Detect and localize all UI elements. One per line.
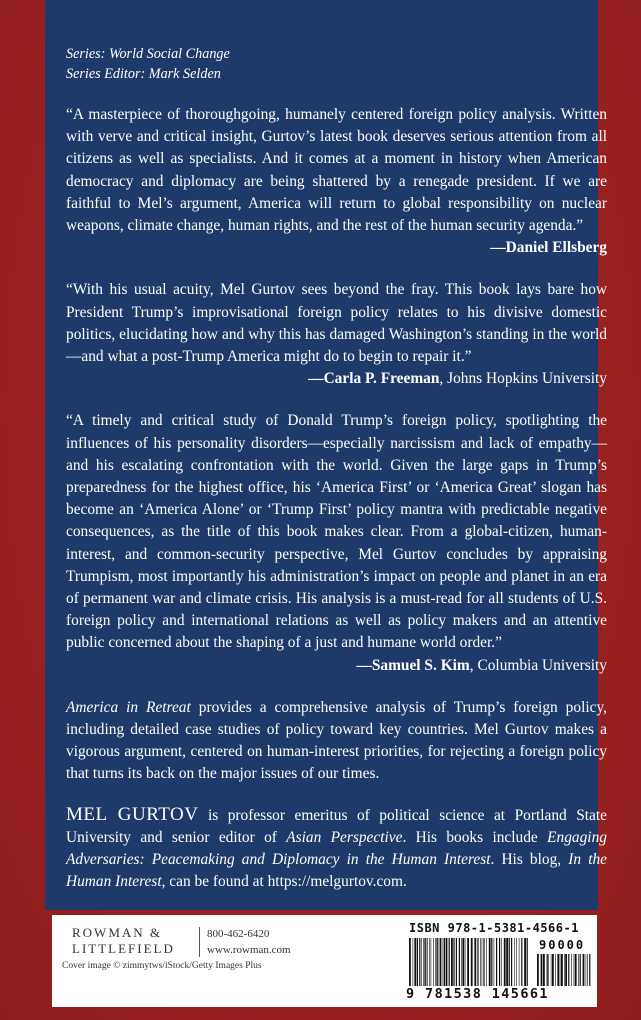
barcode-bar: [552, 954, 554, 986]
quote-author: —Daniel Ellsberg: [490, 239, 607, 257]
book-reference: Engaging Adversaries: Peacemaking and Diplomacy in the Human Interest: [66, 828, 607, 869]
barcode-bar: [451, 938, 453, 986]
barcode-bar: [423, 938, 424, 986]
barcode-bar: [521, 938, 522, 986]
barcode-bar: [575, 954, 577, 986]
isbn-label: ISBN 978-1-5381-4566-1: [409, 921, 579, 935]
series-info: [66, 44, 607, 84]
barcode-bar: [565, 954, 567, 986]
barcode-bar: [574, 954, 575, 986]
barcode-bar: [589, 954, 590, 986]
barcode-bar: [511, 938, 512, 986]
barcode-bar: [427, 938, 428, 986]
description-text: provides a comprehensive analysis of Trump’s foreign policy, including detailed case studies of policy toward key countries. Mel Gurtov makes a vigorous argument, centered on human-interest priorities, for rejecting a foreign policy that turns its back on the major issues of our times.: [66, 698, 607, 783]
barcode-bar: [489, 938, 491, 986]
barcode-bar: [461, 938, 462, 986]
endorsement-quote: [66, 410, 607, 676]
barcode-bar: [467, 938, 469, 986]
barcode-bar: [482, 938, 483, 986]
barcode-bar: [560, 954, 561, 986]
cover-text-area: [66, 44, 607, 894]
quote-attribution: [66, 655, 607, 677]
barcode-bar: [496, 938, 497, 986]
barcode-bar: [431, 938, 432, 986]
barcode-bar: [564, 954, 565, 986]
barcode-bar: [459, 938, 460, 986]
barcode-bar: [417, 938, 418, 986]
barcode-bar: [516, 938, 517, 986]
barcode-bar: [583, 954, 585, 986]
author-name: MEL GURTOV: [66, 803, 199, 825]
barcode-bar: [491, 938, 492, 986]
barcode-box: [52, 915, 597, 1007]
publisher-contact: [207, 926, 291, 958]
publisher-name-line2: LITTLEFIELD: [72, 941, 175, 956]
barcode-bar: [571, 954, 572, 986]
barcode-bar: [524, 938, 526, 986]
barcode-bar: [499, 938, 500, 986]
barcode-bar: [471, 938, 473, 986]
barcode-bar: [453, 938, 454, 986]
barcode-bar: [548, 954, 549, 986]
publisher-divider: [199, 927, 200, 957]
barcode-bar: [586, 954, 587, 986]
publisher-block: [72, 925, 317, 961]
barcode-bar: [486, 938, 487, 986]
barcode-bar: [444, 938, 445, 986]
barcode-bar: [504, 938, 506, 986]
series-name: Series: World Social Change: [66, 46, 230, 62]
barcode-bar: [557, 954, 559, 986]
journal-title: Asian Perspective: [286, 828, 403, 846]
barcode-bar: [462, 938, 464, 986]
publisher-logo: [72, 925, 202, 957]
book-title: America in Retreat: [66, 698, 191, 716]
barcode-bar: [561, 954, 563, 986]
barcode-bar: [483, 938, 484, 986]
quote-text: “A masterpiece of thoroughgoing, humanely centered foreign policy analysis. Written with verve and critical insight, Gurtov’s latest book deserves serious attention from all citizens as well as specialists. And it comes at a moment in history when American democracy and diplomacy are being shattered by a renegade president. If we are faithful to Mel’s argument, America will return to global responsibility on nuclear weapons, climate change, human rights, and the rest of the human security agenda.”: [66, 106, 607, 235]
barcode-bar: [443, 938, 444, 986]
barcode-bar: [514, 938, 515, 986]
barcode-bar: [435, 938, 436, 986]
barcode-bar: [446, 938, 448, 986]
quote-author: —Samuel S. Kim: [356, 656, 470, 674]
barcode-addon-bars: [537, 954, 591, 986]
series-editor: Series Editor: Mark Selden: [66, 66, 221, 82]
barcode-bar: [433, 938, 434, 986]
barcode-bar: [494, 938, 495, 986]
publisher-name-line1: ROWMAN &: [72, 925, 163, 940]
barcode-bar: [414, 938, 416, 986]
quote-affiliation: , Columbia University: [469, 656, 607, 674]
barcode-bar: [437, 938, 438, 986]
barcode-bar: [509, 938, 510, 986]
barcode-ean-number: 9 781538 145661: [406, 986, 549, 1002]
barcode-bar: [429, 938, 430, 986]
barcode-bar: [543, 954, 545, 986]
barcode-bars: [409, 938, 529, 986]
barcode-addon-number: 90000: [539, 938, 586, 952]
barcode-bar: [419, 938, 420, 986]
barcode-bar: [477, 938, 478, 986]
barcode-bar: [578, 954, 579, 986]
quote-author: —Carla P. Freeman: [308, 370, 440, 388]
barcode-bar: [580, 954, 581, 986]
bio-text: . His blog,: [490, 851, 569, 869]
barcode-bar: [547, 954, 548, 986]
blog-title: In the Human Interest: [66, 851, 608, 891]
barcode-bar: [449, 938, 450, 986]
cover-image-credit: Cover image © zimmytws/iStock/Getty Images Plus: [62, 961, 262, 971]
barcode-bar: [413, 938, 414, 986]
barcode-bar: [501, 938, 502, 986]
bio-text: . His books include: [402, 828, 548, 846]
barcode-bar: [425, 938, 426, 986]
author-bio: [66, 804, 607, 894]
publisher-phone: 800-462-6420: [207, 928, 270, 940]
barcode-bar: [551, 954, 552, 986]
barcode-bar: [527, 938, 528, 986]
quote-affiliation: , Johns Hopkins University: [439, 370, 607, 388]
barcode-bar: [506, 938, 508, 986]
endorsement-quote: [66, 104, 607, 259]
barcode-bar: [456, 938, 457, 986]
isbn-barcode: [405, 918, 595, 1002]
barcode-bar: [474, 938, 476, 986]
bio-text: is professor emeritus of political science at Portland State University and senior editor of: [66, 806, 607, 846]
barcode-bar: [537, 954, 539, 986]
quote-attribution: [308, 368, 607, 390]
barcode-bar: [568, 954, 569, 986]
quote-text: “With his usual acuity, Mel Gurtov sees beyond the fray. This book lays bare how President Trump’s improvisational foreign policy relates to his divisive domestic politics, elucidating how and why this has damaged Washington’s standing in the world—and what a post-Trump America might do to begin to repair it.”: [66, 281, 607, 366]
barcode-bar: [440, 938, 442, 986]
bio-text: , can be found at https://melgurtov.com.: [161, 873, 407, 891]
barcode-bar: [519, 938, 520, 986]
quote-text: “A timely and critical study of Donald Trump’s foreign policy, spotlighting the influences of his personality disorders—especially narcissism and lack of empathy—and his escalating confrontation with the world. Given the large gaps in Trump’s preparedness for the highest office, his ‘America First’ or ‘America Great’ slogan has become an ‘America Alone’ or ‘Trump First’ policy mantra with predictable negative consequences, as the title of this book makes clear. From a global-citizen, human-interest, and common-security perspective, Mel Gurtov concludes by appraising Trumpism, most importantly his administration’s impact on people and planet in an era of permanent war and climate crisis. His analysis is a must-read for all students of U.S. foreign policy and international relations as well as policy makers and an attentive public concerned about the shaping of a just and humane world order.”: [66, 412, 607, 652]
book-description: [66, 697, 607, 786]
barcode-bar: [541, 954, 543, 986]
endorsement-quote: [66, 279, 607, 390]
barcode-bar: [587, 954, 588, 986]
barcode-bar: [465, 938, 466, 986]
publisher-website: www.rowman.com: [207, 944, 291, 956]
barcode-bar: [421, 938, 422, 986]
barcode-bar: [480, 938, 481, 986]
barcode-bar: [555, 954, 556, 986]
barcode-bar: [409, 938, 411, 986]
